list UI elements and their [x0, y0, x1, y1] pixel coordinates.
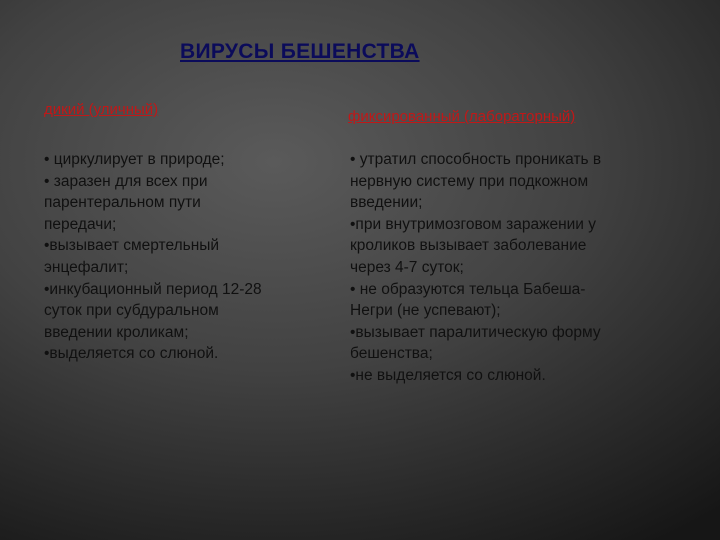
- right-line: •вызывает паралитическую форму: [350, 323, 601, 341]
- right-line: через 4-7 суток;: [350, 258, 464, 276]
- right-line: • утратил способность проникать в: [350, 151, 602, 168]
- left-line: • циркулирует в природе;: [44, 151, 225, 168]
- left-column-heading: дикий (уличный): [44, 101, 159, 118]
- right-line: Негри (не успевают);: [350, 302, 501, 320]
- left-line: •вызывает смертельный: [44, 237, 220, 255]
- slide-title: ВИРУСЫ БЕШЕНСТВА: [180, 40, 420, 63]
- right-line: кроликов вызывает заболевание: [350, 237, 587, 255]
- left-line: энцефалит;: [44, 258, 129, 276]
- right-column-body: [350, 149, 650, 387]
- right-line: • не образуются тельца Бабеша-: [350, 280, 586, 298]
- left-line: суток при субдуральном: [44, 302, 219, 320]
- left-line: •инкубационный период 12-28: [44, 280, 262, 298]
- right-line: •при внутримозговом заражении у: [350, 215, 597, 233]
- left-line: введении кроликам;: [44, 323, 189, 341]
- right-column-heading: фиксированный (лабораторный): [348, 108, 576, 125]
- left-line: передачи;: [44, 215, 117, 233]
- right-line: нервную систему при подкожном: [350, 172, 589, 190]
- left-line: парентеральном пути: [44, 194, 201, 212]
- right-line: •не выделяется со слюной.: [350, 366, 546, 384]
- right-line: введении;: [350, 194, 423, 212]
- left-line: • заразен для всех при: [44, 172, 208, 190]
- left-line: •выделяется со слюной.: [44, 345, 219, 363]
- left-column-body: [44, 149, 314, 365]
- right-line: бешенства;: [350, 345, 433, 363]
